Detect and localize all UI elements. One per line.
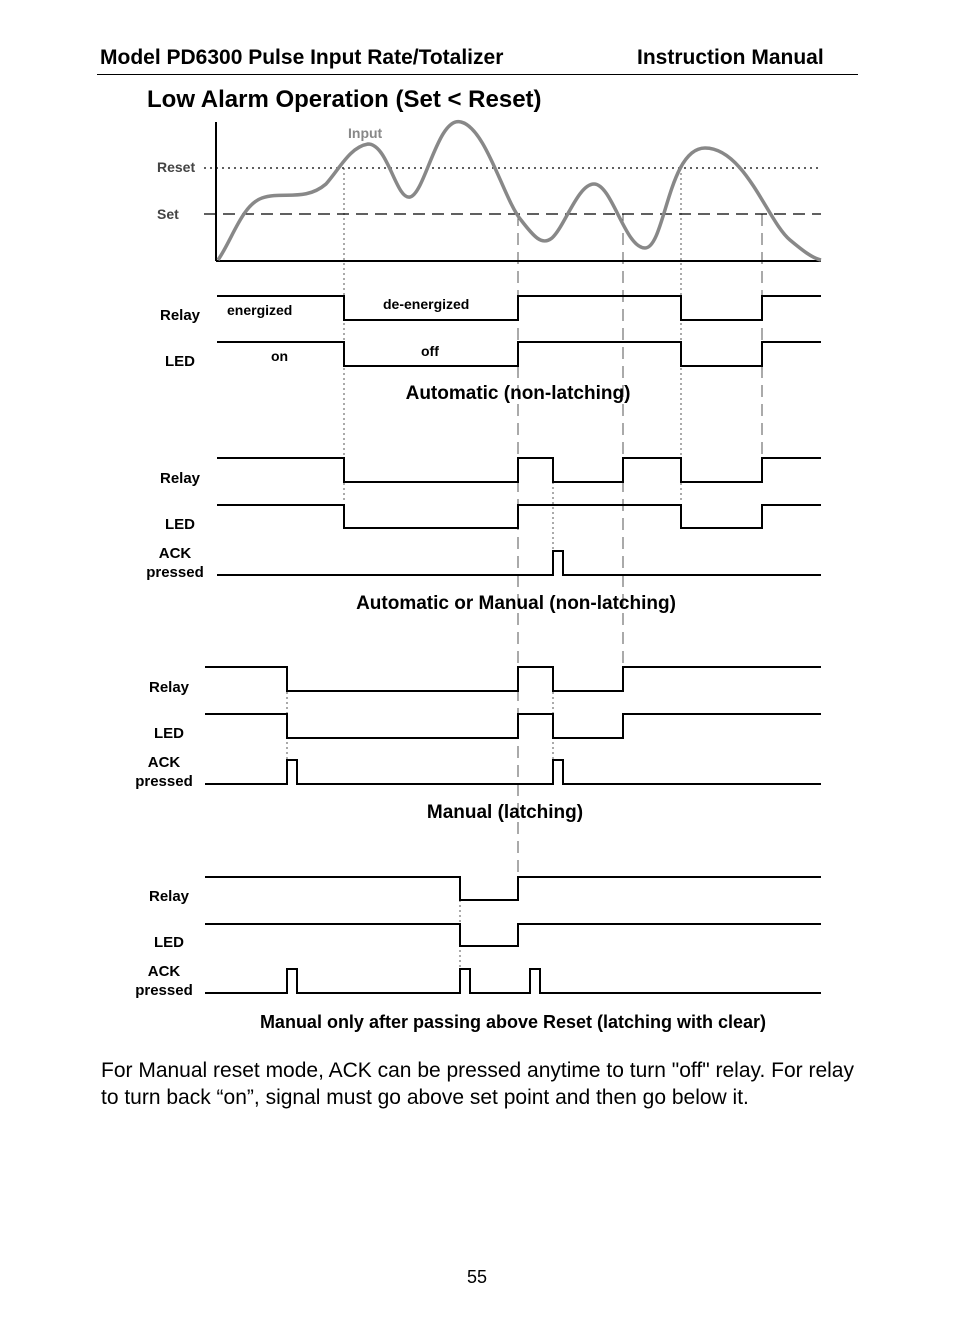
set-label: Set xyxy=(157,206,179,222)
relay-trace xyxy=(217,296,821,320)
relay-trace xyxy=(205,667,821,691)
panel-automatic xyxy=(160,296,821,404)
ack-pressed-label: pressed xyxy=(146,564,204,581)
relay-trace xyxy=(217,458,821,482)
ack-label: ACK xyxy=(147,754,181,771)
page-number: 55 xyxy=(466,1267,488,1287)
panel-caption: Automatic (non-latching) xyxy=(405,383,631,404)
led-trace xyxy=(217,505,821,528)
input-curve xyxy=(218,122,821,260)
ack-pressed-label: pressed xyxy=(135,773,193,790)
on-label: on xyxy=(271,348,289,364)
ack-label: ACK xyxy=(158,545,192,562)
ack-trace xyxy=(205,760,821,784)
header-manual-label: Instruction Manual xyxy=(637,46,824,69)
ack-trace xyxy=(205,969,821,993)
section-title: Low Alarm Operation (Set < Reset) xyxy=(147,86,542,113)
ack-trace xyxy=(217,551,821,575)
led-trace xyxy=(205,924,821,946)
input-label: Input xyxy=(348,125,383,141)
relay-label: Relay xyxy=(149,679,190,696)
event-guides xyxy=(287,168,762,970)
led-label: LED xyxy=(165,516,195,533)
panel-caption: Manual only after passing above Reset (latching with clear) xyxy=(259,1012,767,1032)
reset-label: Reset xyxy=(157,159,196,175)
energized-label: energized xyxy=(227,302,293,318)
led-trace xyxy=(217,342,821,366)
de-energized-label: de-energized xyxy=(383,296,470,312)
relay-trace xyxy=(205,877,821,900)
ack-label: ACK xyxy=(147,963,181,980)
header-title: Model PD6300 Pulse Input Rate/Totalizer xyxy=(100,46,504,69)
led-label: LED xyxy=(154,934,184,951)
ack-pressed-label: pressed xyxy=(135,982,193,999)
led-trace xyxy=(205,714,821,738)
panel-caption: Automatic or Manual (non-latching) xyxy=(356,593,676,614)
relay-label: Relay xyxy=(160,470,201,487)
input-graph xyxy=(157,122,821,261)
panel-manual-clear xyxy=(135,877,821,1032)
note-paragraph: For Manual reset mode, ACK can be pressed anytime to turn "off" relay. For relay to turn back “on”, signal must go above set point and then go below it. xyxy=(101,1059,854,1109)
relay-label: Relay xyxy=(149,888,190,905)
panel-caption: Manual (latching) xyxy=(426,802,584,823)
panel-auto-manual xyxy=(146,458,821,614)
led-label: LED xyxy=(165,353,195,370)
led-label: LED xyxy=(154,725,184,742)
panel-manual xyxy=(135,667,821,823)
off-label: off xyxy=(421,343,439,359)
relay-label: Relay xyxy=(160,307,201,324)
